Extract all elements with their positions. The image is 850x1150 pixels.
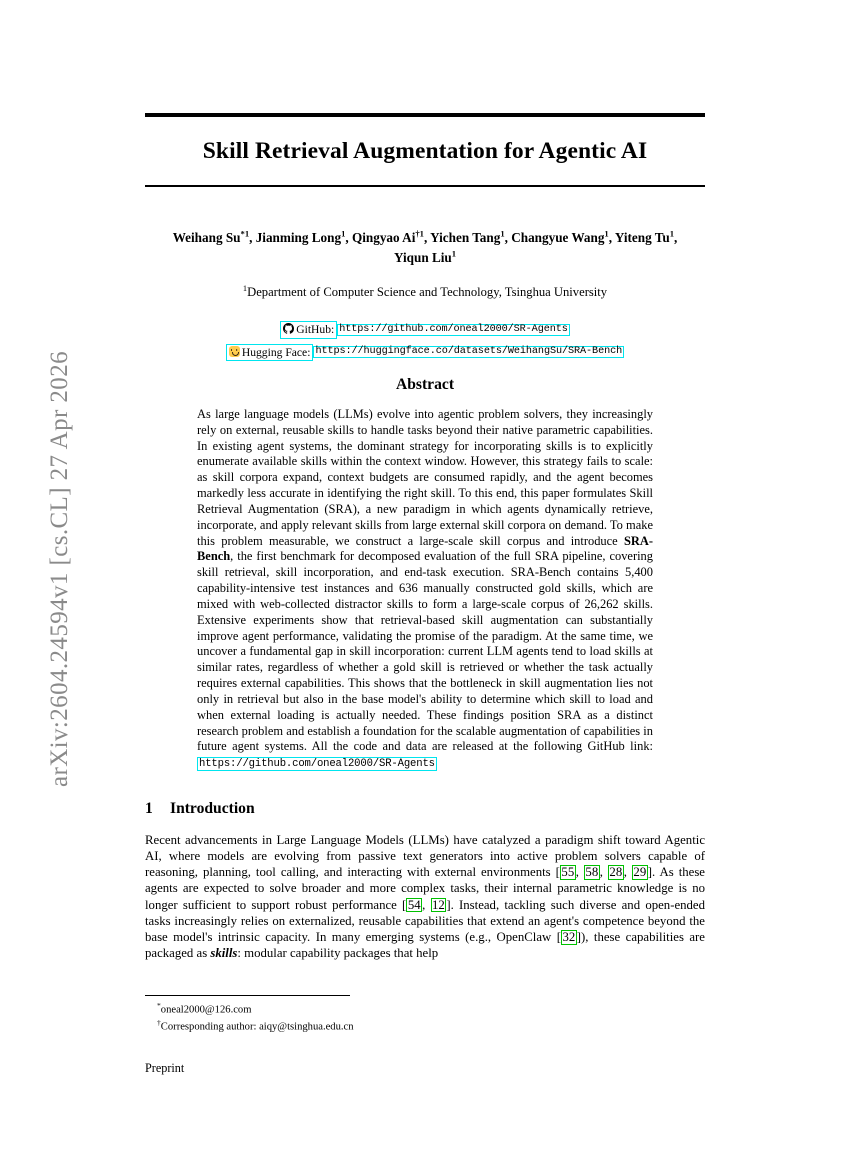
- author-yichen-tang: Yichen Tang$^1$,: [430, 228, 508, 246]
- citation-29[interactable]: 29: [633, 865, 647, 880]
- footnote-rule: [145, 995, 350, 996]
- section-number: 1: [145, 799, 153, 817]
- hugging-face-icon: [229, 346, 240, 357]
- abstract-part-2: , the first benchmark for decomposed evaluation of the full SRA pipeline, covering skill retrieval, skill incorporation, and end-task execution. SRA-Bench contains 5,400 capability-intensive test instances and 636 manually constructed gold skills, which are mixed with web-collected distractor skills to form a large-scale corpus of 26,262 skills. Extensive experiments show that retrieval-based skill augmentation can substantially improve agent performance, validating the promise of the paradigm. At the same time, we uncover a fundamental gap in skill incorporation: current LLM agents tend to load skills at similar rates, regardless of whether a gold skill is retrieved or whether the task actually requires external capabilities. This shows that the bottleneck in skill augmentation lies not only in retrieval but also in the base model's ability to determine which skill to load and when external loading is actually needed. These findings position SRA as a distinct research problem and establish a foundation for the scalable augmentation of capabilities in future agent systems. All the code and data are released at the following GitHub link:: [197, 549, 653, 754]
- paper-page: [145, 0, 705, 1150]
- huggingface-url[interactable]: https://huggingface.co/datasets/WeihangSu/SRA-Bench: [315, 346, 623, 358]
- author-marker: 1: [500, 228, 505, 239]
- preprint-label: Preprint: [145, 1061, 185, 1075]
- author-changyue-wang: Changyue Wang$^1$,: [511, 228, 613, 246]
- abstract-bold-term: SRA-Bench: [197, 533, 653, 564]
- author-marker: 1: [451, 248, 457, 259]
- title-block: [145, 0, 705, 187]
- citation-54[interactable]: 54: [407, 897, 421, 912]
- citation-32[interactable]: 32: [562, 930, 576, 945]
- abstract-github-url[interactable]: https://github.com/oneal2000/SR-Agents: [199, 758, 435, 771]
- author-marker: †1: [415, 228, 424, 239]
- author-marker: *1: [240, 228, 250, 239]
- footnote-area: [145, 995, 705, 1035]
- affiliation-text: Department of Computer Science and Technology, Tsinghua University: [247, 285, 608, 300]
- abstract-heading: Abstract: [395, 375, 455, 393]
- section-heading-introduction: [145, 800, 705, 818]
- citation-12[interactable]: 12: [432, 897, 445, 912]
- github-icon: [283, 323, 294, 334]
- section-title: Introduction: [170, 799, 255, 817]
- author-marker: 1: [669, 228, 674, 239]
- citation-55[interactable]: 55: [561, 865, 575, 880]
- footnote-2-text: Corresponding author: aiqy@tsinghua.edu.cn: [160, 1021, 354, 1033]
- intro-text-e: : modular capability packages that help: [237, 946, 439, 961]
- author-list: [145, 228, 705, 268]
- title-rule-bottom: [145, 185, 705, 187]
- footnote-2: [145, 1018, 705, 1035]
- footnote-1-text: oneal2000@126.com: [160, 1004, 252, 1016]
- huggingface-link-label: Hugging Face:: [241, 345, 311, 359]
- author-yiteng-tu: Yiteng Tu$^1$,: [614, 228, 678, 246]
- citation-58[interactable]: 58: [585, 865, 599, 880]
- intro-text-b: ]. As these agents are expected to solve broader and more complex tasks, their internal parametric knowledge is no longer sufficient to support robust performance [: [145, 865, 705, 912]
- intro-text-d: ]), these capabilities are packaged as: [145, 930, 705, 961]
- author-weihang-su: Weihang Su$^{*1}$,: [172, 228, 253, 246]
- intro-text-a: Recent advancements in Large Language Models (LLMs) have catalyzed a paradigm shift toward Agentic AI, where models are evolving from passive text generators into active problem solvers capable of reasoning, planning, tool calling, and interacting with external environments [: [145, 832, 705, 880]
- github-url[interactable]: https://github.com/oneal2000/SR-Agents: [339, 323, 568, 335]
- affiliation-marker: 1: [242, 284, 248, 294]
- page-title: Skill Retrieval Augmentation for Agentic AI: [202, 138, 648, 164]
- arxiv-stamp: [0, 0, 73, 1150]
- citation-28[interactable]: 28: [609, 865, 623, 880]
- github-link-label: GitHub:: [296, 323, 335, 337]
- intro-text-c: ]. Instead, tackling such diverse and open-ended tasks increasingly relies on externalized, reusable capabilities that extend an agent's competence beyond the base model's intrinsic capacity. In many emerging systems (e.g., OpenClaw [: [145, 897, 706, 945]
- footnote-2-marker: †: [157, 1018, 161, 1027]
- author-marker: 1: [341, 228, 346, 239]
- huggingface-link-row[interactable]: [145, 344, 705, 361]
- intro-italic-skills: skills: [210, 946, 238, 961]
- arxiv-stamp-text: arXiv:2604.24594v1 [cs.CL] 27 Apr 2026: [46, 351, 73, 787]
- abstract-body: [197, 407, 653, 772]
- author-marker: 1: [604, 228, 609, 239]
- author-yiqun-liu: Yiqun Liu$^1$: [393, 248, 457, 266]
- github-link-row[interactable]: [145, 321, 705, 338]
- introduction-paragraph: Recent advancements in Large Language Models (LLMs) have catalyzed a paradigm shift toward Agentic AI, where models are evolving from passive text generators into active problem solvers capable of reasoning, planning, tool calling, and interacting with external environments [ 55 , 58 , 28 , 29 ]. As these agents are expected to solve broader and more complex tasks, their internal parametric knowledge is no longer sufficient to support robust performance [ 54 , 12 ]. Instead, tackling such diverse and open-ended tasks increasingly relies on externalized, reusable capabilities that extend an agent's competence beyond the base model's intrinsic capacity. In many emerging systems (e.g., OpenClaw [ 32 ]), these capabilities are packaged as skills: modular capability packages that help: [145, 832, 706, 961]
- abstract-part-1: As large language models (LLMs) evolve into agentic problem solvers, they increasingly rely on external, reusable skills to handle tasks beyond their native parametric capabilities. In existing agent systems, the dominant strategy for incorporating skills is to explicitly enumerate available skills within the context window. However, this strategy fails to scale: as skill corpora expand, context budgets are consumed rapidly, and the agent becomes markedly less accurate in identifying the right skill. To this end, this paper formulates Skill Retrieval Augmentation (SRA), a new paradigm in which agents dynamically retrieve, incorporate, and apply relevant skills from large external skill corpora on demand. To make this problem measurable, we construct a large-scale skill corpus and introduce: [197, 406, 653, 548]
- huggingface-link-label-box[interactable]: [226, 344, 314, 361]
- author-qingyao-ai: Qingyao Ai$^{\dagger 1}$,: [351, 228, 428, 246]
- author-jianming-long: Jianming Long$^1$,: [255, 228, 349, 246]
- github-link-label-box[interactable]: [280, 321, 337, 338]
- affiliation: [145, 284, 705, 300]
- footnote-1-marker: *: [157, 1001, 161, 1011]
- footnote-1: [145, 1001, 705, 1018]
